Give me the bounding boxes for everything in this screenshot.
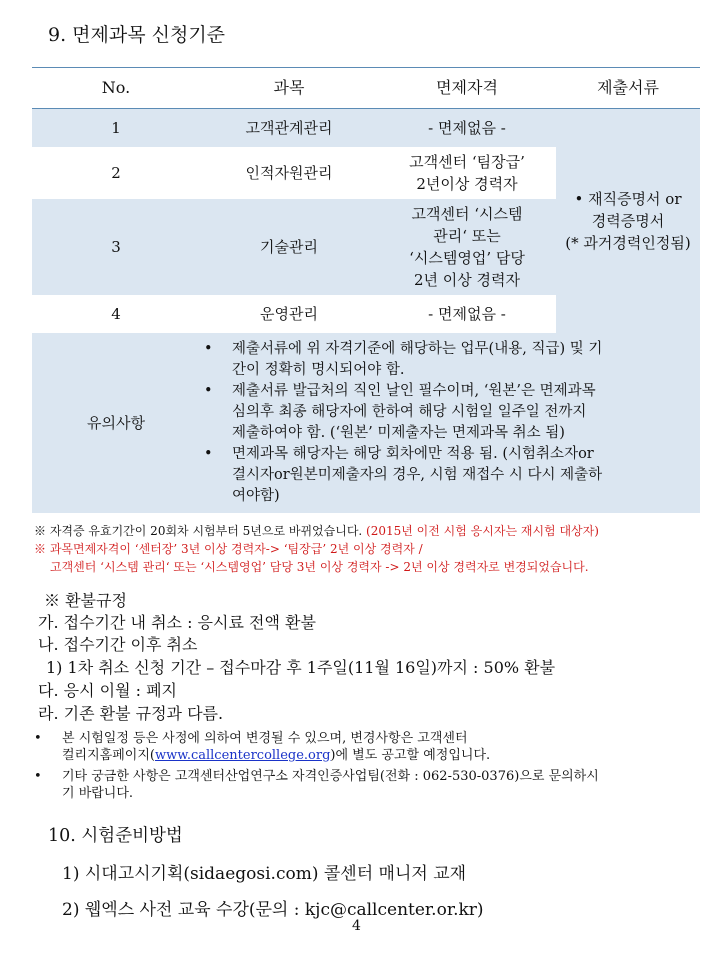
row-no: 4 xyxy=(111,304,121,323)
section-10-title: 10. 시험준비방법 xyxy=(48,826,183,846)
footnote-exemption-change-cont: 고객센터 ‘시스템 관리‘ 또는 ‘시스템영업’ 담당 3년 이상 경력자 -> 2년 이상 경력자로 변경되었습니다. xyxy=(50,560,589,574)
notes-row xyxy=(32,333,700,513)
table-header-row xyxy=(32,68,700,109)
row-qualification: - 면제없음 - xyxy=(428,304,506,323)
section-9-title: 9. 면제과목 신청기준 xyxy=(48,24,226,46)
bullet-glyph: • xyxy=(34,769,42,784)
note-item: • 면제과목 해당자는 해당 회차에만 적용 됨. (시험취소자or 결시자or원본미제출자의 경우, 시험 재접수 시 다시 제출하 여야함) xyxy=(204,445,603,504)
header-subject: 과목 xyxy=(200,68,378,109)
header-qualification: 면제자격 xyxy=(378,68,556,109)
college-homepage-link[interactable]: www.callcentercollege.org xyxy=(154,748,331,763)
refund-line: 1) 1차 취소 신청 기간 – 접수마감 후 1주일(11월 16일)까지 : 50% 환불 xyxy=(46,658,556,677)
prep-item: 1) 시대고시기획(sidaegosi.com) 콜센터 매니저 교재 xyxy=(62,864,467,884)
bullet-glyph: • xyxy=(34,731,42,746)
footnote-validity: ※ 자격증 유효기간이 20회차 시험부터 5년으로 바뀌었습니다. (2015년 이전 시험 응시자는 재시험 대상자) xyxy=(34,524,599,538)
refund-title: ※ 환불규정 xyxy=(44,591,127,610)
footnote-exemption-change: ※ 과목면제자격이 ‘센터장’ 3년 이상 경력자-> ‘팀장급’ 2년 이상 경력자 / xyxy=(34,542,423,556)
refund-line: 라. 기존 환불 규정과 다름. xyxy=(38,704,224,723)
notice-contact: 기타 궁금한 사항은 고객센터산업연구소 자격인증사업팀(전화 : 062-530-0376)으로 문의하시 기 바랍니다. xyxy=(62,769,599,801)
row-subject: 운영관리 xyxy=(260,304,318,323)
row-no: 2 xyxy=(111,163,121,182)
exemption-table xyxy=(32,67,700,513)
row-no: 1 xyxy=(111,118,121,137)
prep-item: 2) 웹엑스 사전 교육 수강(문의 : kjc@callcenter.or.kr) xyxy=(62,900,484,920)
note-item: • 제출서류 발급처의 직인 날인 필수이며, ‘원본’은 면제과목 심의후 최종 해당자에 한하여 해당 시험일 일주일 전까지 제출하여야 함. (‘원본’ 미제출자는 면제과목 취소 됨) xyxy=(204,382,596,441)
row-no: 3 xyxy=(111,237,121,256)
row-subject: 인적자원관리 xyxy=(245,163,333,182)
row-subject: 고객관계관리 xyxy=(245,118,333,137)
refund-line: 나. 접수기간 이후 취소 xyxy=(38,635,198,654)
notes-cell xyxy=(200,333,700,513)
refund-line: 가. 접수기간 내 취소 : 응시료 전액 환불 xyxy=(38,613,316,632)
page-number: 4 xyxy=(352,918,361,934)
row-qualification: 고객센터 ‘시스템 관리‘ 또는 ‘시스템영업’ 담당 2년 이상 경력자 xyxy=(409,204,525,289)
header-no: No. xyxy=(32,68,200,109)
documents-cell: • 재직증명서 or 경력증명서 (* 과거경력인정됨) xyxy=(556,109,700,333)
row-qualification: 고객센터 ‘팀장급’ 2년이상 경력자 xyxy=(409,152,525,193)
row-qualification: - 면제없음 - xyxy=(428,118,506,137)
note-item: • 제출서류에 위 자격기준에 해당하는 업무(내용, 직급) 및 기 간이 정확히 명시되어야 함. xyxy=(204,340,603,378)
notes-label: 유의사항 xyxy=(87,413,145,432)
header-documents: 제출서류 xyxy=(556,68,700,109)
table-row xyxy=(32,109,700,147)
notice-schedule: 본 시험일정 등은 사정에 의하여 변경될 수 있으며, 변경사항은 고객센터 컬리지홈페이지(www.callcentercollege.org)에 별도 공고할 예정입니다. xyxy=(62,731,491,763)
refund-line: 다. 응시 이월 : 폐지 xyxy=(38,681,178,700)
row-subject: 기술관리 xyxy=(260,237,318,256)
